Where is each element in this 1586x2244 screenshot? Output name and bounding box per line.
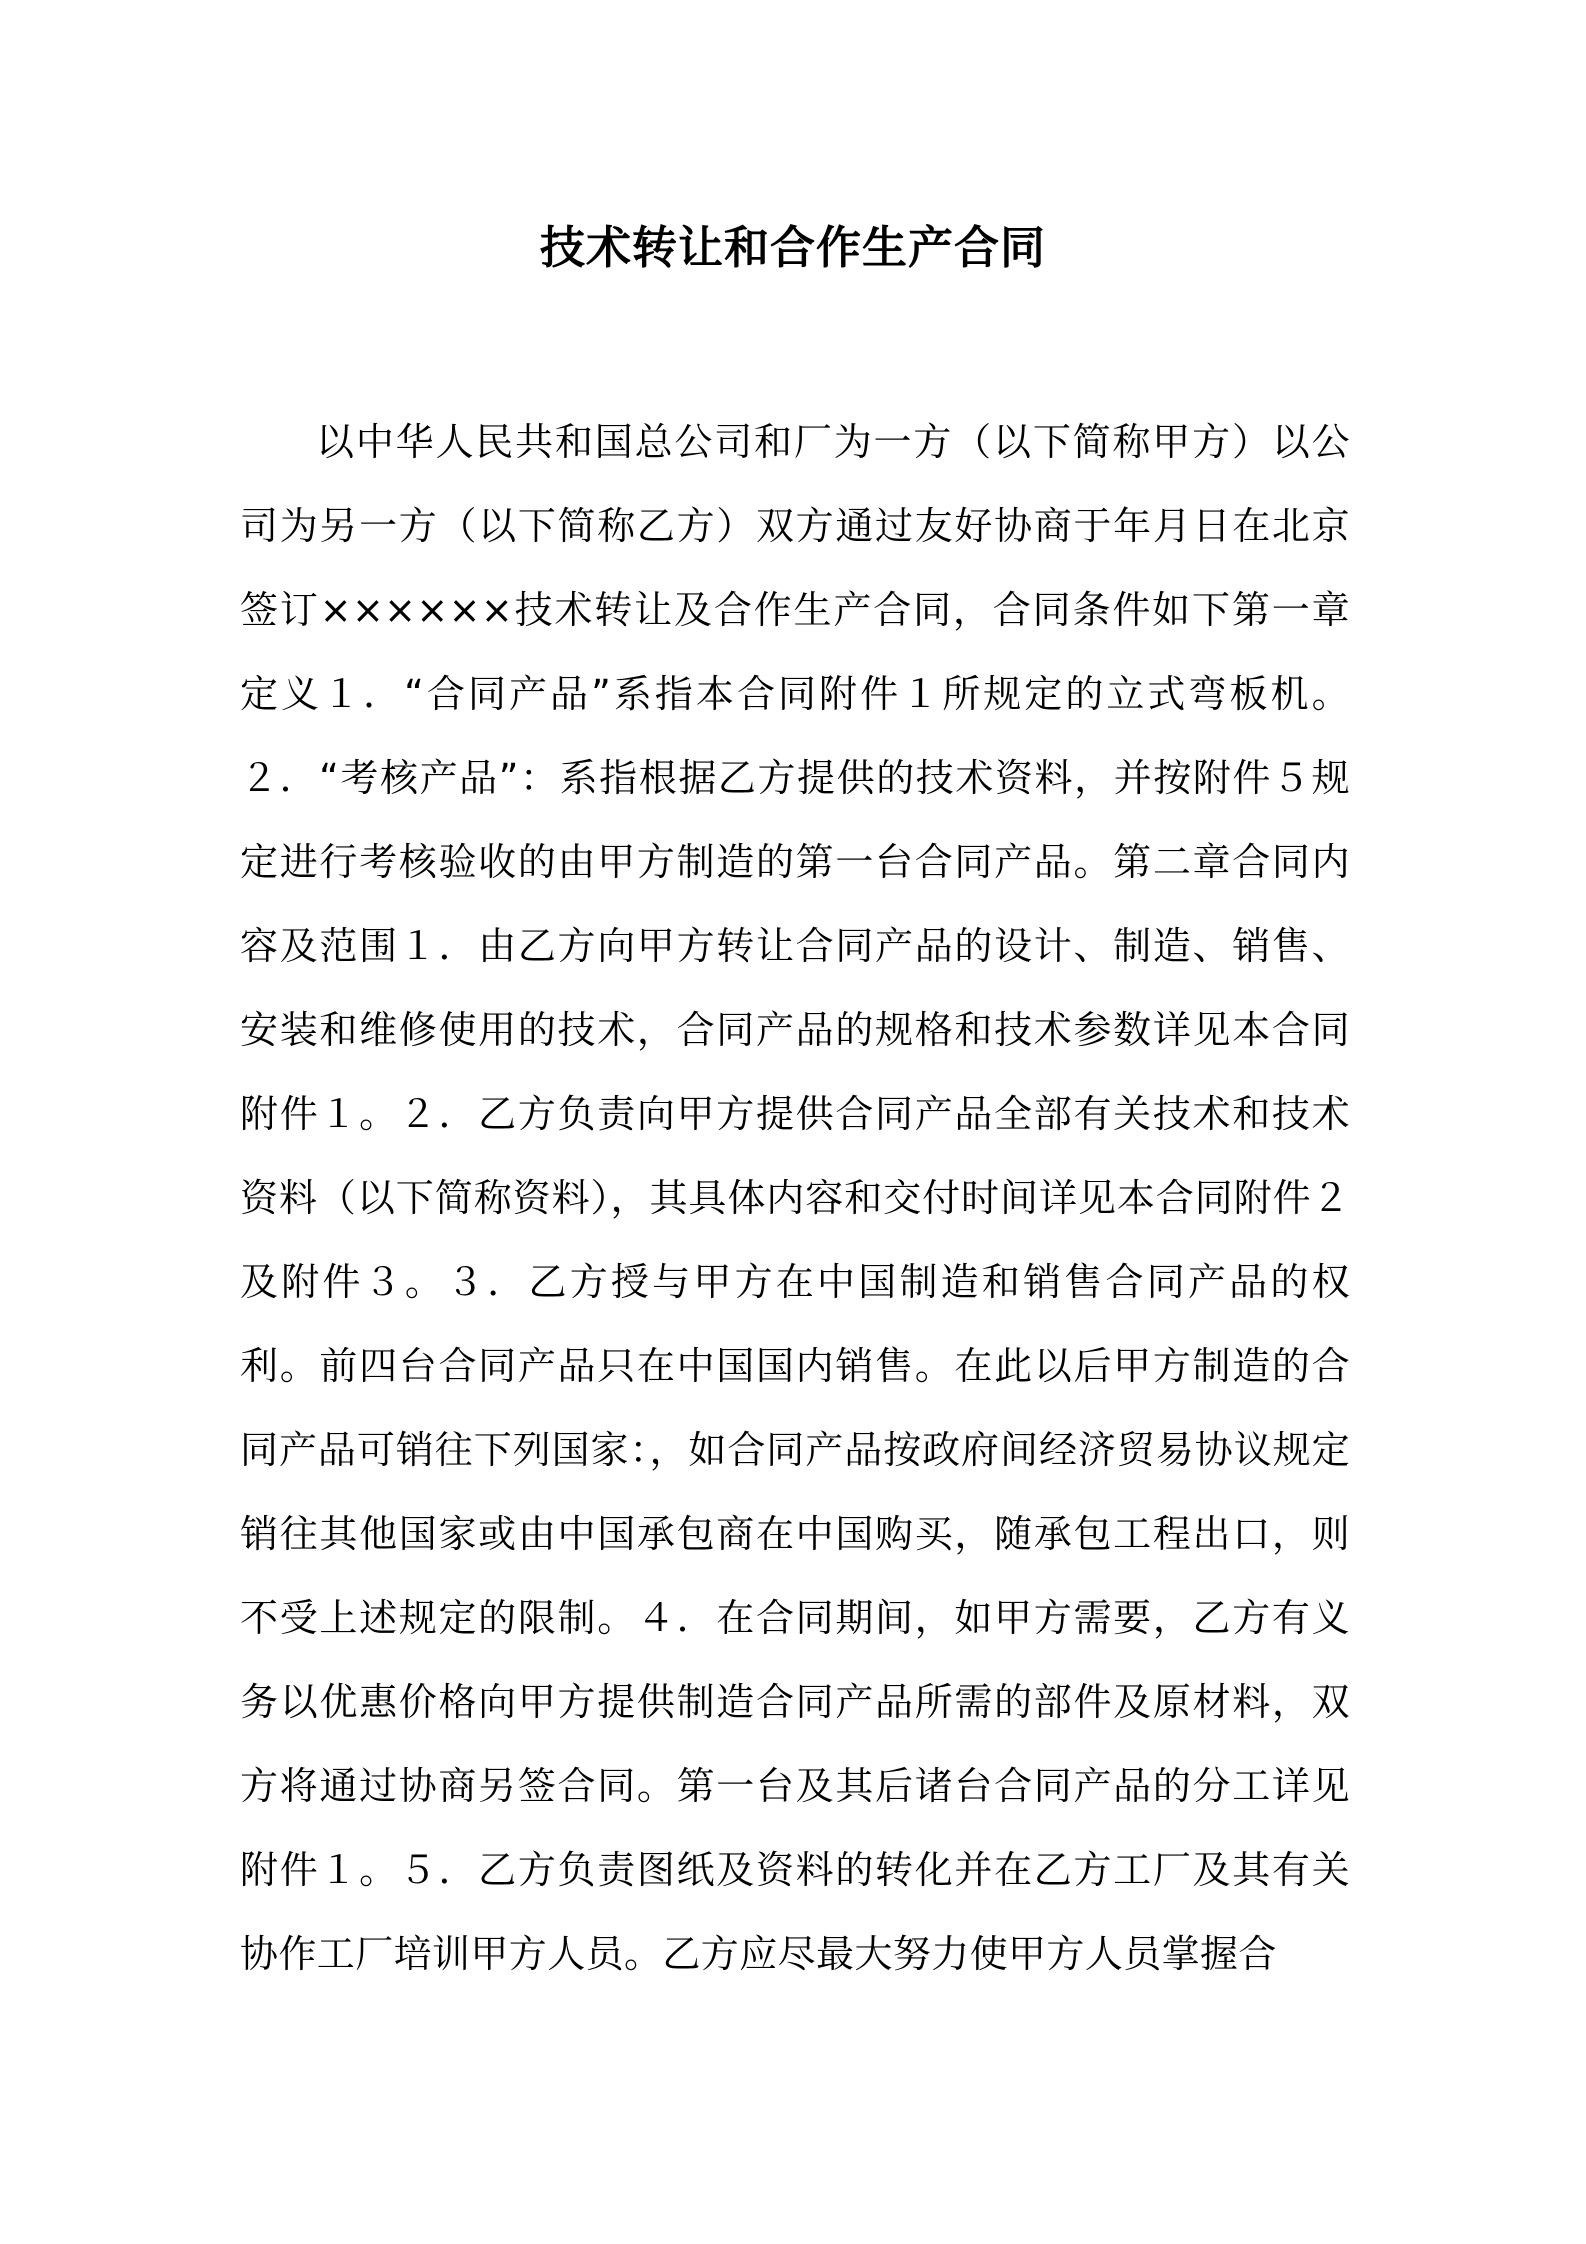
document-title: 技术转让和合作生产合同	[539, 221, 1046, 274]
document-body-paragraph: 以中华人民共和国总公司和厂为一方（以下简称甲方）以公司为另一方（以下简称乙方）双方通过友好协商于年月日在北京签订××××××技术转让及合作生产合同，合同条件如下第一章定义１．“合同产品”系指本合同附件１所规定的立式弯板机。２．“考核产品”：系指根据乙方提供的技术资料，并按附件５规定进行考核验收的由甲方制造的第一台合同产品。第二章合同内容及范围１．由乙方向甲方转让合同产品的设计、制造、销售、安装和维修使用的技术，合同产品的规格和技术参数详见本合同附件１。２．乙方负责向甲方提供合同产品全部有关技术和技术资料（以下简称资料），其具体内容和交付时间详见本合同附件２及附件３。３．乙方授与甲方在中国制造和销售合同产品的权利。前四台合同产品只在中国国内销售。在此以后甲方制造的合同产品可销往下列国家：，如合同产品按政府间经济贸易协议规定销往其他国家或由中国承包商在中国购买，随承包工程出口，则不受上述规定的限制。４．在合同期间，如甲方需要，乙方有义务以优惠价格向甲方提供制造合同产品所需的部件及原材料，双方将通过协商另签合同。第一台及其后诸台合同产品的分工详见附件１。５．乙方负责图纸及资料的转化并在乙方工厂及其有关协作工厂培训甲方人员。乙方应尽最大努力使甲方人员掌握合	[240, 420, 1350, 1976]
